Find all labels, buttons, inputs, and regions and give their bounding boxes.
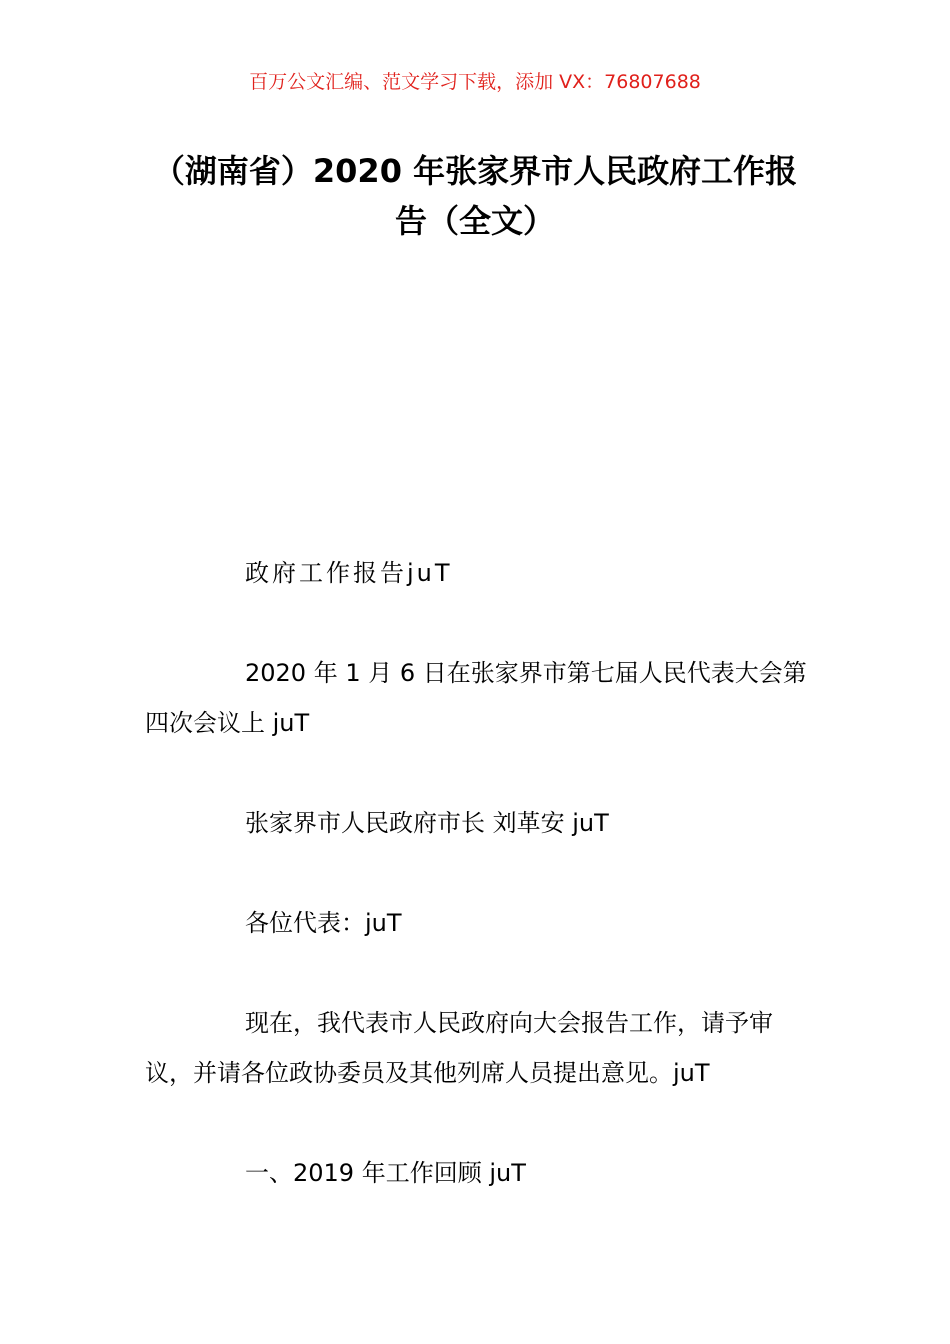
download-notice: 百万公文汇编、范文学习下载，添加 VX：76807688	[249, 71, 701, 93]
opening-paragraph: 现在，我代表市人民政府向大会报告工作，请予审议，并请各位政协委员及其他列席人员提出意见。juT	[145, 1009, 773, 1087]
section-heading: 一、2019 年工作回顾 juT	[245, 1159, 526, 1187]
meeting-date-line: 2020 年 1 月 6 日在张家界市第七届人民代表大会第四次会议上 juT	[145, 659, 807, 737]
document-title: （湖南省）2020 年张家界市人民政府工作报告（全文）	[152, 152, 798, 240]
salutation: 各位代表：juT	[245, 909, 402, 937]
report-heading: 政府工作报告juT	[245, 559, 453, 587]
speaker-line: 张家界市人民政府市长 刘革安 juT	[245, 809, 609, 837]
